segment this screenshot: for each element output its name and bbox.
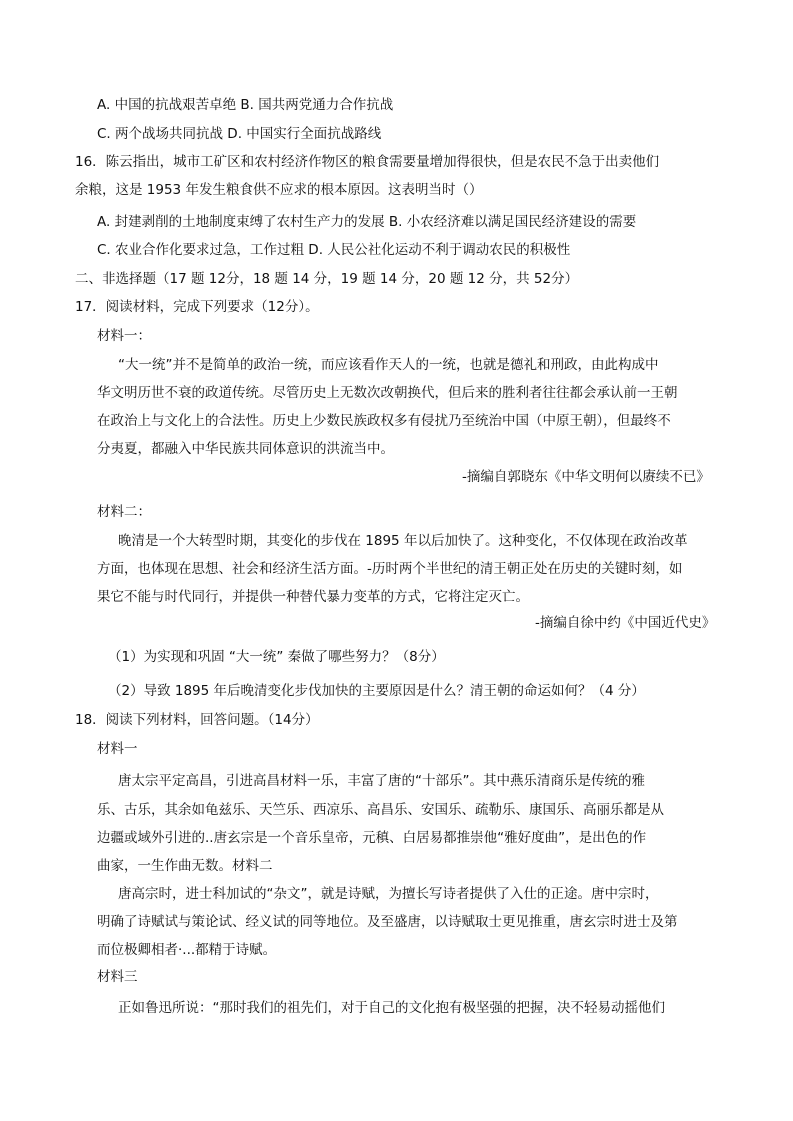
q17-material-1-source: -摘编自郭晓东《中华文明何以赓续不已》 [462,469,710,485]
q18-material-line: 乐、古乐，其余如龟兹乐、天竺乐、西凉乐、高昌乐、安国乐、疏勒乐、康国乐、高丽乐都是从 [97,802,664,818]
q17-material-1-line: 华文明历世不衰的政道传统。尽管历史上无数次改朝换代，但后来的胜利者往往都会承认前一王朝 [97,385,678,401]
q18-stem: 18．阅读下列材料，回答问题。（14分） [75,712,319,728]
q16-stem-line-2: 余粮，这是 1953 年发生粮食供不应求的根本原因。这表明当时（） [75,182,483,198]
q18-material-line: 曲家，一生作曲无数。材料二 [97,858,273,874]
q18-material-3-label: 材料三 [97,969,138,985]
q17-material-1-line: “大一统”并不是简单的政治一统，而应该看作天人的一统，也就是德礼和刑政，由此构成中 [118,357,659,373]
q15-option-line-1: A. 中国的抗战艰苦卓绝 B. 国共两党通力合作抗战 [97,97,394,113]
q17-sub-question-1: （1）为实现和巩固 “大一统” 秦做了哪些努力？（8分） [108,649,445,665]
q17-material-1-line: 分夷夏，都融入中华民族共同体意识的洪流当中。 [97,441,394,457]
q18-material-line: 唐太宗平定高昌，引进高昌材料一乐，丰富了唐的“十部乐”。其中燕乐清商乐是传统的雅 [118,773,645,789]
q17-material-2-line: 方面，也体现在思想、社会和经济生活方面。-历时两个半世纪的清王朝正处在历史的关键时刻，如 [97,561,683,577]
q16-option-line-2: C. 农业合作化要求过急，工作过粗 D. 人民公社化运动不利于调动农民的积极性 [97,242,571,258]
q17-material-1-label: 材料一： [97,328,151,344]
q18-material-line: 唐高宗时，进士科加试的“杂文”，就是诗赋，为擅长写诗者提供了入仕的正途。唐中宗时， [118,886,659,902]
q18-material-1-label: 材料一 [97,741,138,757]
q17-sub-question-2: （2）导致 1895 年后晚清变化步伐加快的主要原因是什么？清王朝的命运如何？（4 分） [108,683,645,699]
q17-material-2-label: 材料二： [97,504,151,520]
q18-material-3-line: 正如鲁迅所说：“那时我们的祖先们，对于自己的文化抱有极坚强的把握，决不轻易动摇他们 [118,1000,665,1016]
q16-stem-line-1: 16．陈云指出，城市工矿区和农村经济作物区的粮食需要量增加得很快，但是农民不急于出卖他们 [75,154,660,170]
q18-material-line: 而位极卿相者·...都精于诗赋。 [97,942,277,958]
q15-option-line-2: C. 两个战场共同抗战 D. 中国实行全面抗战路线 [97,126,382,142]
q18-material-line: 边疆或域外引进的..唐玄宗是一个音乐皇帝，元稹、白居易都推崇他“雅好度曲”，是出色的作 [97,830,647,846]
q17-material-2-line: 果它不能与时代同行，并提供一种替代暴力变革的方式，它将注定灭亡。 [97,589,529,605]
q18-material-line: 明确了诗赋试与策论试、经义试的同等地位。及至盛唐，以诗赋取士更见推重，唐玄宗时进士及第 [97,914,678,930]
q17-material-2-line: 晚清是一个大转型时期，其变化的步伐在 1895 年以后加快了。这种变化，不仅体现在政治改革 [118,533,688,549]
q16-option-line-1: A. 封建剥削的土地制度束缚了农村生产力的发展 B. 小农经济难以满足国民经济建设的需要 [97,214,637,230]
section-title: 二、非选择题（17 题 12分，18 题 14 分，19 题 14 分，20 题 12 分，共 52分） [75,271,579,287]
q17-material-1-line: 在政治上与文化上的合法性。历史上少数民族政权多有侵扰乃至统治中国（中原王朝），但最终不 [97,413,671,429]
q17-material-2-source: -摘编自徐中约《中国近代史》 [535,615,716,631]
q17-stem: 17．阅读材料，完成下列要求（12分）。 [75,299,319,315]
